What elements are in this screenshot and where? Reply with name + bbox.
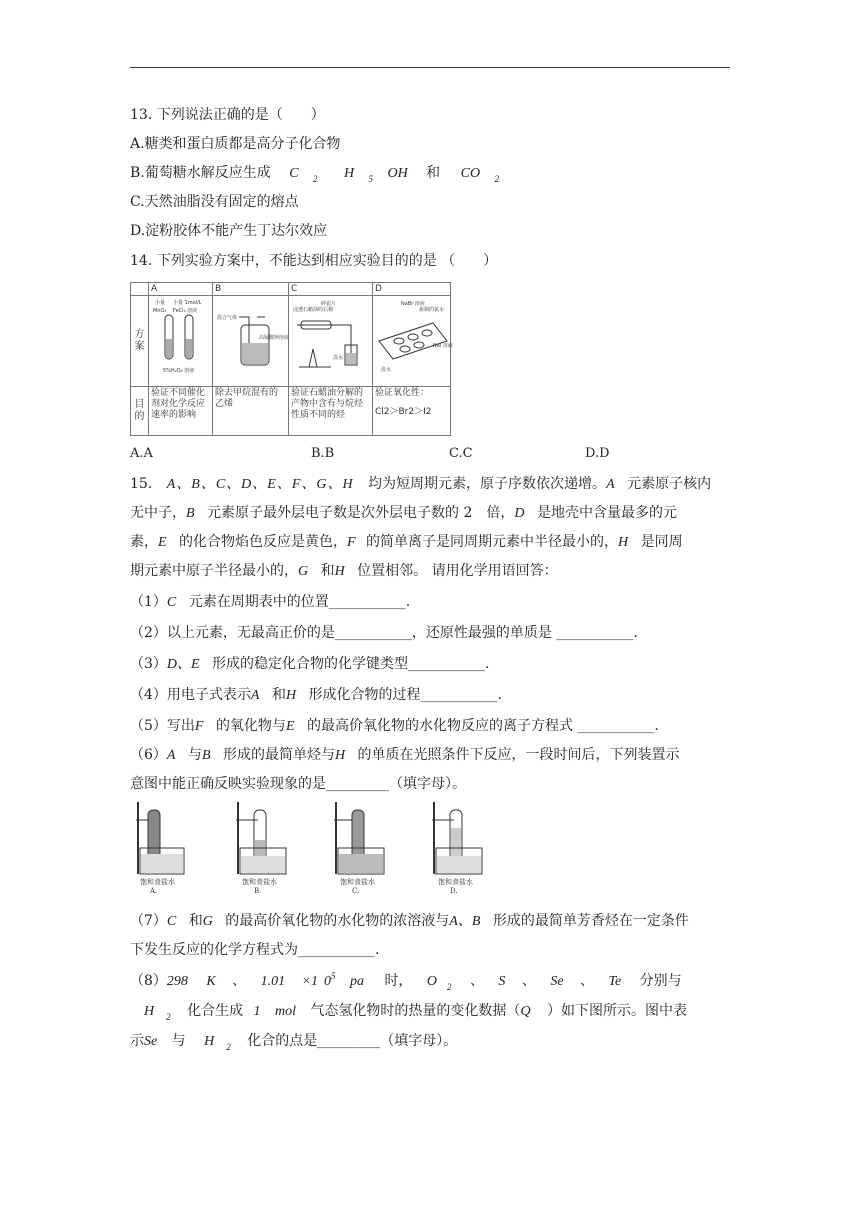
text: 元素原子核内 bbox=[627, 476, 712, 492]
symbol: B bbox=[201, 748, 211, 763]
header-rule bbox=[130, 67, 730, 68]
formula-sub: 5 bbox=[368, 174, 374, 184]
symbol: E bbox=[158, 535, 167, 550]
tube-diagram-a bbox=[132, 798, 202, 894]
col-header-a: A bbox=[149, 283, 213, 296]
text: 与 bbox=[187, 747, 202, 763]
formula-c: C bbox=[289, 166, 299, 181]
text: 与 bbox=[171, 1033, 186, 1049]
math: 5 bbox=[331, 971, 336, 981]
label-small: 5%H₂O₂ 溶液 bbox=[163, 368, 195, 375]
label-small: 高锰酸钾溶液 bbox=[259, 335, 290, 342]
tube-letter: A. bbox=[150, 887, 158, 895]
text: ）如下图所示。图中表 bbox=[547, 1003, 688, 1019]
math: K bbox=[206, 974, 216, 989]
symbol: D bbox=[514, 506, 525, 521]
symbol: G bbox=[298, 564, 309, 579]
element-list: A、B、C、D、E、F、G、H bbox=[166, 477, 354, 492]
formula-sub: 2 bbox=[313, 174, 318, 184]
text: 形成的最简单芳香烃在一定条件 bbox=[492, 913, 689, 929]
q15-sub-3 bbox=[130, 654, 490, 675]
math: 2 bbox=[226, 1042, 231, 1052]
text: 元素在周期表中的位置___________. bbox=[188, 594, 411, 610]
symbol: D、E bbox=[166, 657, 200, 672]
text: 均为短周期元素，原子序数依次递增。 bbox=[368, 476, 607, 492]
math: O bbox=[426, 974, 438, 989]
symbol: A bbox=[606, 477, 615, 492]
label-small: FeCl₃ 溶液 bbox=[173, 308, 198, 315]
math: mol bbox=[274, 1004, 296, 1019]
q15-sub-1 bbox=[130, 592, 410, 613]
goal-b: 除去甲烷混有的乙烯 bbox=[213, 386, 289, 435]
label-small: 新制的氯水 bbox=[419, 307, 445, 314]
q15-line-4 bbox=[130, 561, 558, 582]
sep: 、 bbox=[580, 973, 594, 989]
text: （4）用电子式表示 bbox=[130, 687, 251, 703]
text: 的单质在光照条件下反应，一段时间后，下列装置示 bbox=[357, 747, 680, 763]
goal-a: 验证不同催化剂对化学反应速率的影响 bbox=[149, 386, 213, 435]
q14-option-a: A.A bbox=[130, 446, 153, 461]
symbol: H bbox=[334, 564, 345, 579]
math: 2 bbox=[447, 982, 452, 992]
label-small: 溴水 bbox=[381, 367, 392, 374]
tube-letter: C. bbox=[352, 887, 360, 895]
text: 是同周 bbox=[640, 534, 683, 550]
q15-sub-4 bbox=[130, 685, 502, 706]
q14-option-b: B.B bbox=[311, 446, 335, 461]
q15-sub-8 bbox=[130, 971, 682, 992]
label-small: 溴水 bbox=[333, 355, 344, 362]
cracking-apparatus-diagram bbox=[291, 297, 371, 379]
formula-sub: 2 bbox=[494, 174, 500, 184]
text: 的简单离子是同周期元素中半径最小的， bbox=[366, 534, 619, 550]
q15-sub-8-cont2 bbox=[130, 1031, 457, 1052]
diagram-a bbox=[149, 296, 213, 386]
label-small: 小量 1mol/L bbox=[173, 300, 202, 307]
tube-letter: D. bbox=[450, 887, 458, 895]
tube-diagram-c bbox=[328, 798, 398, 894]
label-small: 浸透石蜡油的石棉 bbox=[293, 307, 334, 314]
symbol: A bbox=[166, 748, 176, 763]
sep: 、 bbox=[232, 973, 247, 989]
text: 形成的最简单烃与 bbox=[222, 747, 335, 763]
symbol: C bbox=[166, 914, 177, 929]
text: 和 bbox=[271, 687, 286, 703]
text: 和 bbox=[188, 913, 203, 929]
diagram-d bbox=[373, 296, 451, 386]
math: 2 bbox=[166, 1012, 171, 1022]
tube-letter: B. bbox=[254, 887, 262, 895]
q15-sub-7-cont: 下发生反应的化学方程式为___________. bbox=[130, 942, 380, 958]
gas-wash-bottle-diagram bbox=[215, 297, 290, 379]
symbol: B bbox=[186, 506, 195, 521]
text: 元素原子最外层电子数是次外层电子数的 2 倍， bbox=[207, 505, 515, 521]
row-label-plan: 方案 bbox=[131, 296, 149, 386]
text: 是地壳中含量最多的元 bbox=[536, 505, 677, 521]
col-header-c: C bbox=[289, 283, 373, 296]
text: 的化合物焰色反应是黄色， bbox=[179, 534, 348, 550]
text: （3） bbox=[130, 656, 167, 672]
label-small: NaBr 溶液 bbox=[401, 301, 425, 308]
label-small: MnO₂ bbox=[153, 308, 167, 315]
math: S bbox=[498, 974, 506, 989]
math: 1.01 bbox=[260, 974, 286, 989]
text: 化合的点是_________（填字母）。 bbox=[247, 1033, 458, 1049]
row-label-goal: 目的 bbox=[131, 386, 149, 435]
math: Se bbox=[144, 1034, 158, 1049]
tube-diagram-b bbox=[230, 798, 300, 894]
tube-diagram-d bbox=[426, 798, 496, 894]
label-small: NaI 溶液 bbox=[433, 343, 453, 350]
text: 气态氢化物时的热量的变化数据（ bbox=[310, 1003, 521, 1019]
goal-d-line2: Cl2＞Br2＞I2 bbox=[375, 406, 432, 417]
math: Te bbox=[608, 974, 622, 989]
q15-line-1 bbox=[130, 474, 711, 495]
text: 和 bbox=[320, 563, 335, 579]
formula-h: H bbox=[343, 166, 355, 181]
math: Se bbox=[550, 974, 564, 989]
label-small: 混合气体 bbox=[217, 315, 238, 322]
symbol: A、B bbox=[449, 914, 481, 929]
col-header-b: B bbox=[213, 283, 289, 296]
symbol: H bbox=[334, 748, 346, 763]
sep: 、 bbox=[521, 973, 536, 989]
diagram-b bbox=[213, 296, 289, 386]
symbol: H bbox=[285, 688, 297, 703]
option-b-text: B.葡萄糖水解反应生成 bbox=[130, 165, 271, 181]
text: 化合生成 bbox=[187, 1003, 244, 1019]
text: 的氧化物与 bbox=[215, 718, 286, 734]
q15-line-2 bbox=[130, 503, 677, 524]
col-header-d: D bbox=[373, 283, 451, 296]
tube-label: 饱和食盐水 bbox=[340, 878, 375, 886]
text: 的最高价氧化物的水化物反应的离子方程式 ___________. bbox=[306, 718, 659, 734]
math: H bbox=[144, 1004, 155, 1019]
symbol: F bbox=[347, 535, 356, 550]
q15-sub-2: （2）以上元素，无最高正价的是___________，还原性最强的单质是 ___________. bbox=[130, 625, 638, 641]
q-number: 15. bbox=[130, 476, 153, 492]
q14-option-d: D.D bbox=[585, 446, 610, 461]
q15-line-3 bbox=[130, 532, 683, 553]
text: 形成化合物的过程___________. bbox=[308, 687, 502, 703]
text: 无中子， bbox=[130, 505, 186, 521]
text: （7） bbox=[130, 913, 167, 929]
text: 期元素中原子半径最小的， bbox=[130, 563, 298, 579]
q13-stem: 13. 下列说法正确的是（ ） bbox=[130, 107, 325, 123]
spot-plate-diagram bbox=[375, 297, 453, 379]
math: 0 bbox=[324, 974, 332, 989]
sep: 、 bbox=[469, 973, 484, 989]
text: （8） bbox=[130, 973, 167, 989]
goal-d bbox=[373, 386, 451, 435]
text: 时， bbox=[384, 973, 413, 989]
experiment-table bbox=[130, 282, 451, 436]
q14-stem: 14. 下列实验方案中，不能达到相应实验目的的是 （ ） bbox=[130, 253, 498, 269]
label-small: 碎瓷片 bbox=[321, 301, 337, 308]
text: （5）写出 bbox=[130, 718, 195, 734]
formula-oh: OH bbox=[387, 166, 408, 181]
formula-co: CO bbox=[460, 166, 481, 181]
tube-label: 饱和食盐水 bbox=[438, 878, 473, 886]
math: H bbox=[204, 1034, 215, 1049]
symbol: H bbox=[618, 535, 629, 550]
q13-option-a: A.糖类和蛋白质都是高分子化合物 bbox=[130, 136, 341, 152]
goal-d-line1: 验证氧化性： bbox=[375, 387, 430, 398]
text: （6） bbox=[130, 747, 167, 763]
and-text: 和 bbox=[426, 165, 441, 181]
q15-sub-6 bbox=[130, 745, 680, 766]
text: 分别与 bbox=[639, 973, 682, 989]
text: 的最高价氧化物的水化物的浓溶液与 bbox=[225, 913, 450, 929]
math: Q bbox=[520, 1004, 531, 1019]
math: pa bbox=[349, 974, 364, 989]
q13-option-c: C.天然油脂没有固定的熔点 bbox=[130, 194, 299, 210]
symbol: G bbox=[202, 914, 213, 929]
q15-sub-5 bbox=[130, 716, 659, 737]
test-tubes-diagram bbox=[151, 297, 209, 379]
q15-sub-6-cont: 意图中能正确反映实验现象的是_________（填字母）。 bbox=[130, 776, 466, 792]
text: 素， bbox=[130, 534, 158, 550]
q15-sub-8-cont bbox=[130, 1001, 687, 1022]
symbol: C bbox=[166, 595, 177, 610]
math: 298 bbox=[166, 974, 188, 989]
q15-sub-7 bbox=[130, 911, 689, 932]
text: （1） bbox=[130, 594, 167, 610]
q13-option-b bbox=[130, 163, 499, 184]
q14-option-c: C.C bbox=[449, 446, 473, 461]
symbol: F bbox=[194, 719, 204, 734]
tube-label: 饱和食盐水 bbox=[242, 878, 277, 886]
symbol: E bbox=[285, 719, 295, 734]
goal-c: 验证石蜡油分解的产物中含有与烷烃性质不同的烃 bbox=[289, 386, 373, 435]
text: 示 bbox=[130, 1033, 144, 1049]
label-small: 小量 bbox=[155, 300, 166, 307]
diagram-c bbox=[289, 296, 373, 386]
tube-label: 饱和食盐水 bbox=[140, 878, 175, 886]
symbol: A bbox=[250, 688, 260, 703]
text: 形成的稳定化合物的化学键类型___________. bbox=[212, 656, 490, 672]
text: 位置相邻。 请用化学用语回答： bbox=[357, 563, 558, 579]
math: 1 bbox=[253, 1004, 261, 1019]
q13-option-d: D.淀粉胶体不能产生丁达尔效应 bbox=[130, 223, 328, 239]
math: ×1 bbox=[301, 974, 319, 989]
